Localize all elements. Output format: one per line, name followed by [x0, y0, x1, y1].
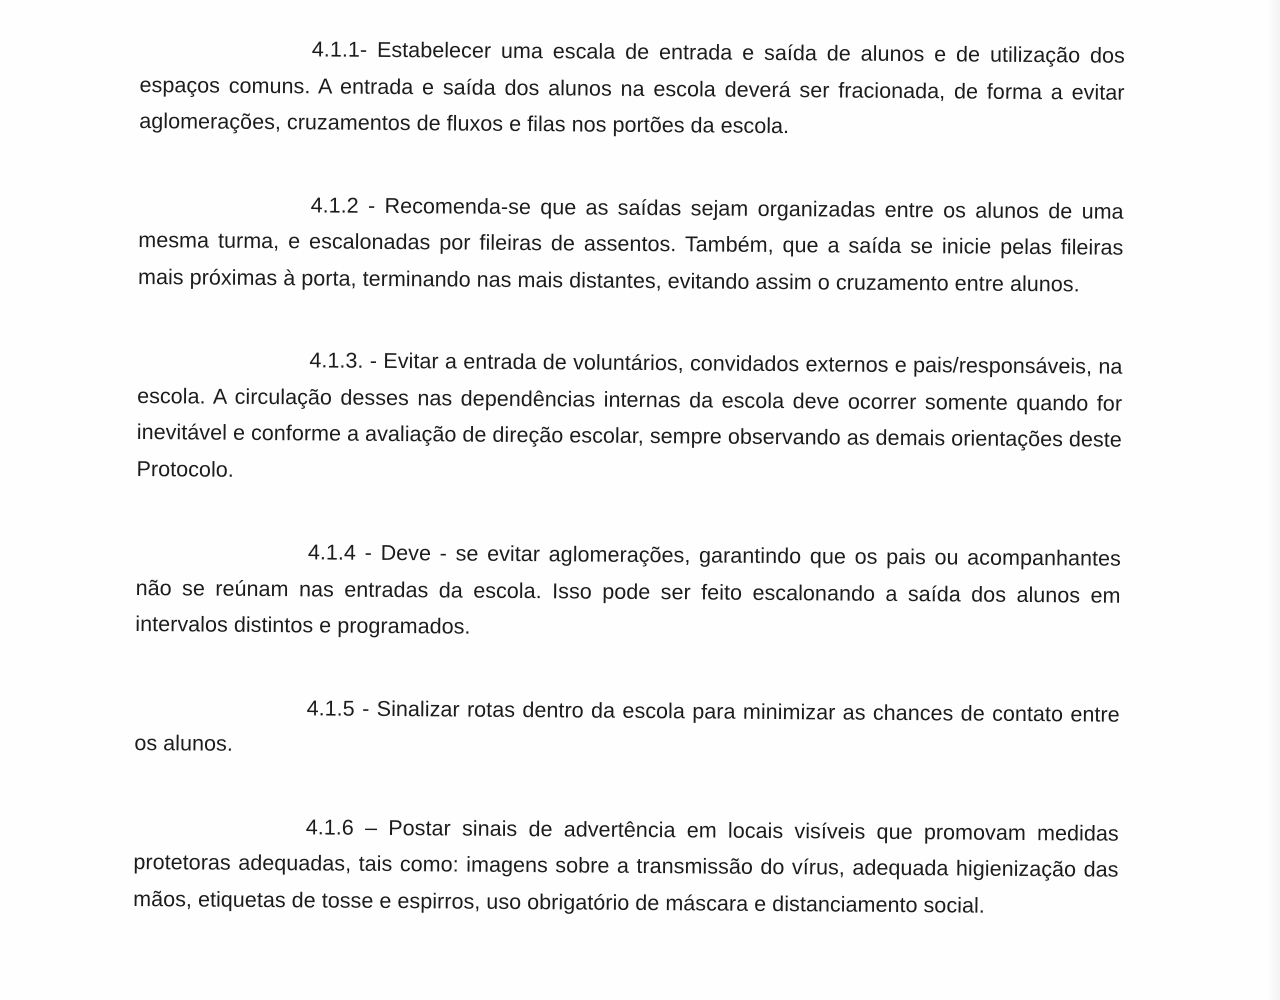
paragraph-number: 4.1.1-: [311, 37, 368, 62]
scan-edge-shadow: [1266, 0, 1280, 1000]
paragraph-4-1-5: [134, 688, 1120, 769]
document-body: [133, 30, 1125, 925]
paragraph-text: Postar sinais de advertência em locais visíveis que promovam medidas protetoras adequadas, tais como: imagens sobre a transmissão do vírus, adequada higienização das mãos, etiquetas de tosse e espirros, uso obrigatório de máscara e distanciamento social.: [133, 815, 1119, 918]
paragraph-number: 4.1.4 -: [307, 540, 372, 565]
paragraph-4-1-6: [133, 807, 1119, 924]
paragraph-text: Evitar a entrada de voluntários, convidados externos e pais/responsáveis, na escola. A circulação desses nas dependências internas da escola deve ocorrer somente quando for inevitável e conforme a avaliação de direção escolar, sempre observando as demais orientações deste Protocolo.: [136, 348, 1123, 482]
paragraph-number: 4.1.2 -: [310, 192, 376, 218]
paragraph-4-1-2: [138, 185, 1124, 302]
paragraph-number: 4.1.6 –: [305, 814, 378, 840]
paragraph-4-1-3: [136, 341, 1122, 495]
paragraph-text: Estabelecer uma escala de entrada e saída de alunos e de utilização dos espaços comuns. A entrada e saída dos alunos na escola deverá ser fracionada, de forma a evitar aglomerações, cruzamentos de fluxos e filas nos portões da escola.: [139, 37, 1125, 139]
paragraph-text: Deve - se evitar aglomerações, garantindo que os pais ou acompanhantes não se reúnam nas entradas da escola. Isso pode ser feito escalonando a saída dos alunos em intervalos distintos e programados.: [135, 540, 1121, 639]
paragraph-text: Sinalizar rotas dentro da escola para minimizar as chances de contato entre os alunos.: [134, 696, 1120, 756]
paragraph-4-1-4: [135, 533, 1121, 650]
paragraph-number: 4.1.5 -: [306, 695, 370, 721]
paragraph-4-1-1: [139, 30, 1125, 147]
paragraph-text: Recomenda-se que as saídas sejam organizadas entre os alunos de uma mesma turma, e escalonadas por fileiras de assentos. Também, que a saída se inicie pelas fileiras mais próximas à porta, terminando nas mais distantes, evitando assim o cruzamento entre alunos.: [137, 193, 1124, 296]
paragraph-number: 4.1.3. -: [309, 348, 378, 373]
